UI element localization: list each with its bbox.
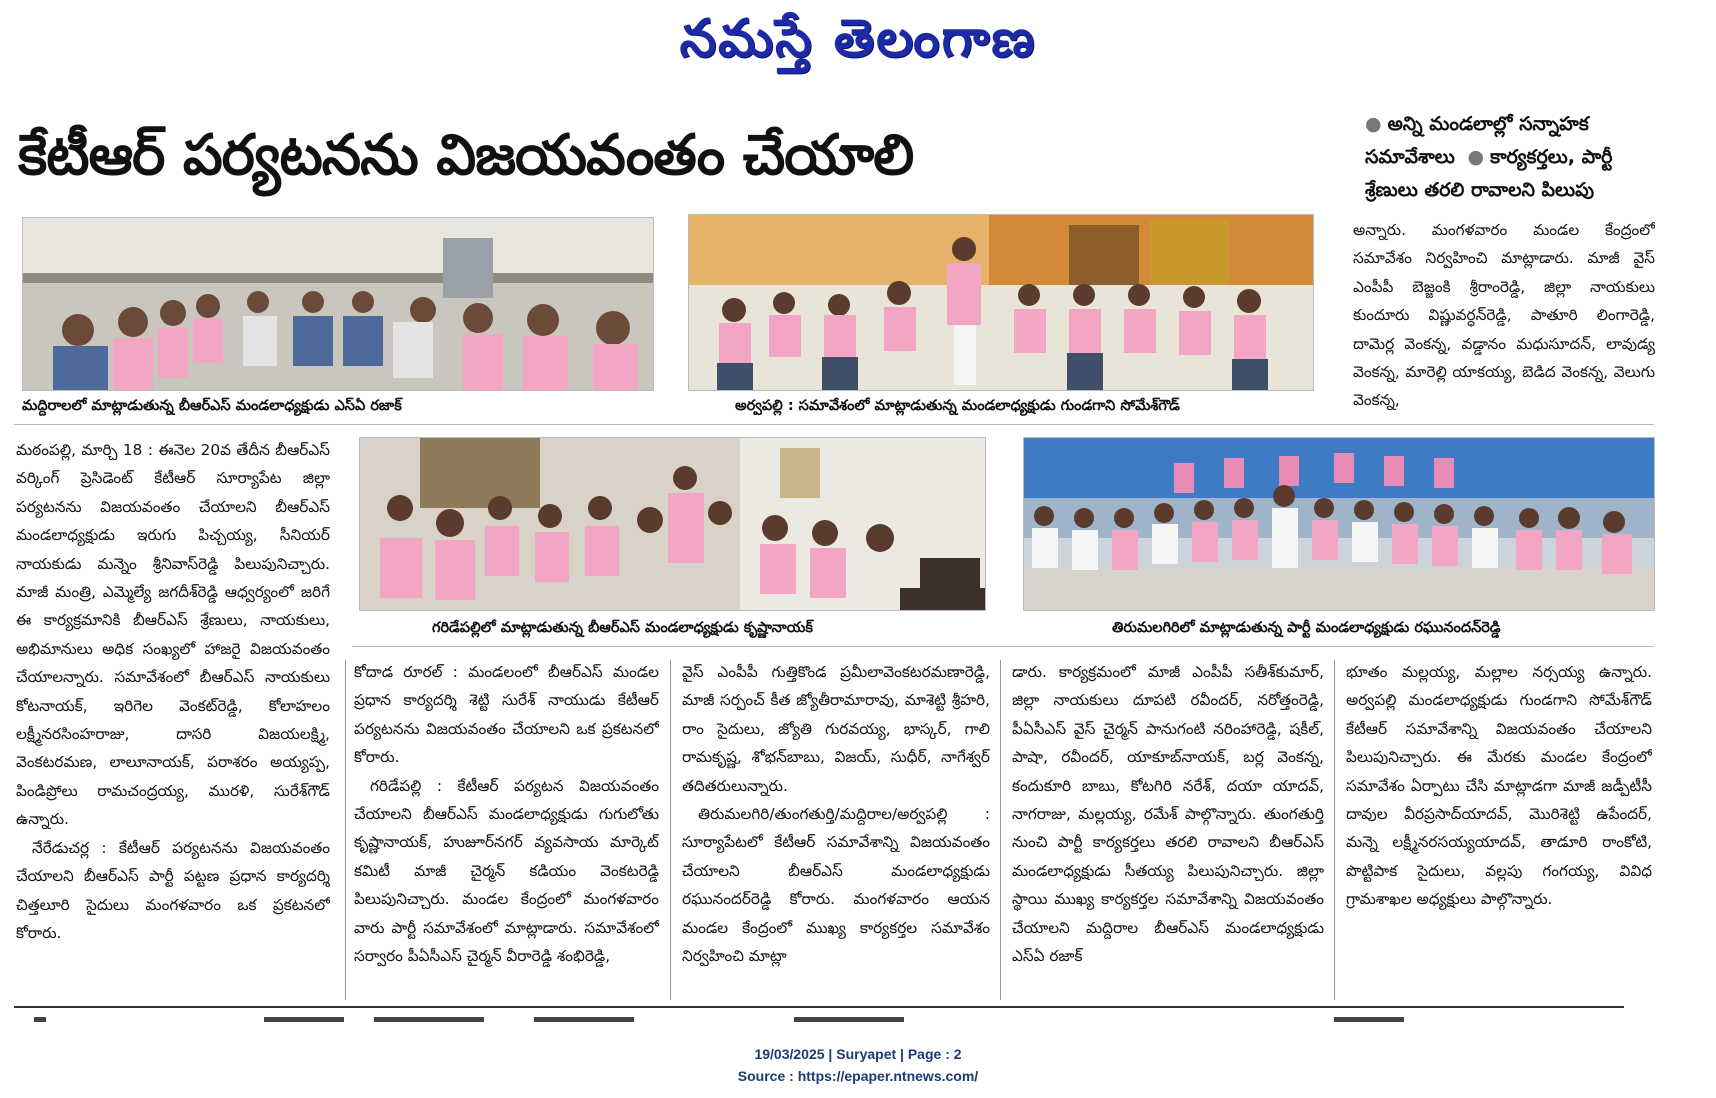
column-divider: [670, 660, 671, 1000]
column-divider: [345, 660, 346, 1000]
cropped-next-article-strip: [14, 1010, 1624, 1022]
photo-caption: తిరుమలగిరిలో మాట్లాడుతున్న పార్టీ మండలాధ్యక్షుడు రఘునందన్‌రెడ్డి: [1112, 620, 1501, 636]
article-paragraph: నేరేడుచర్ల : కేటీఆర్ పర్యటనను విజయవంతం చేయాలని బీఆర్ఎస్ పార్టీ పట్టణ ప్రధాన కార్యదర్శి చిత్తలూరి సైదులు మంగళవారం ఒక ప్రకటనలో కోరారు.: [16, 838, 330, 942]
photo-caption: మద్దిరాలలో మాట్లాడుతున్న బీఆర్ఎస్ మండలాధ్యక్షుడు ఎస్ఏ రజాక్: [22, 398, 402, 414]
article-column-2: [354, 658, 659, 1000]
article-paragraph: భూతం మల్లయ్య, మల్లాల నర్సయ్య ఉన్నారు. అర్వపల్లి మండలాధ్యక్షుడు గుండగాని సోమేశ్‌గౌడ్ కేటీఆర్ సమావేశాన్ని విజయవంతం చేయాలని పిలుపునిచ్చారు. ఈ మేరకు మండల కేంద్రంలో సమావేశం ఏర్పాటు చేసి మాట్లాడగా మాజీ జడ్పీటీసీ దావుల వీరప్రసాద్‌యాదవ్, మొరిశెట్టి ఉపేందర్, మన్నె లక్ష్మీనరసయ్యయాదవ్, తాడూరి రాంకోటి, పొట్టిపాక సైదులు, వల్లపు గంగయ్య, వివిధ గ్రామశాఖల అధ్యక్షులు పాల్గొన్నారు.: [1346, 663, 1652, 909]
photo-thirumalagiri-meeting: [1023, 437, 1655, 611]
article-column-1: [16, 436, 330, 996]
photo-caption: అర్వపల్లి : సమావేశంలో మాట్లాడుతున్న మండలాధ్యక్షుడు గుండగాని సోమేశ్‌గౌడ్: [735, 398, 1180, 414]
section-divider: [352, 646, 1654, 647]
footer-source-link[interactable]: Source : https://epaper.ntnews.com/: [737, 1068, 979, 1084]
photo-garidepally-meeting: [359, 437, 986, 611]
article-headline: కేటీఆర్ పర్యటనను విజయవంతం చేయాలి: [18, 123, 914, 188]
column-divider: [1000, 660, 1001, 1000]
footer-date-edition: 19/03/2025 | Suryapet | Page : 2: [754, 1046, 962, 1062]
article-paragraph: గరిడేపల్లి : కేటీఆర్ పర్యటన విజయవంతం చేయాలని బీఆర్ఎస్ మండలాధ్యక్షుడు గుగులోతు కృష్ణానాయక్, హుజూర్‌నగర్ వ్యవసాయ మార్కెట్ కమిటీ మాజీ చైర్మన్ కడియం వెంకటరెడ్డి పిలుపునిచ్చారు. మండల కేంద్రంలో మంగళవారం వారు పార్టీ సమావేశంలో మాట్లాడారు. సమావేశంలో సర్వారం పీఏసీఎస్ చైర్మన్ వీరారెడ్డి శంభిరెడ్డి,: [354, 776, 659, 966]
page-bottom-rule: [14, 1006, 1624, 1008]
article-paragraph: తిరుమలగిరి/తుంగతుర్తి/మద్దిరాల/అర్వపల్లి : సూర్యాపేటలో కేటీఆర్ సమావేశాన్ని విజయవంతం చేయాలని బీఆర్ఎస్ మండలాధ్యక్షుడు రఘునందర్‌రెడ్డి కోరారు. మంగళవారం ఆయన మండల కేంద్రంలో ముఖ్య కార్యకర్తల సమావేశం నిర్వహించి మాట్లా: [682, 805, 990, 966]
photo-maddirala-meeting: [22, 217, 654, 391]
article-column-4: [1012, 658, 1324, 1000]
article-subhead: [1365, 108, 1665, 207]
article-column-top-right: [1353, 216, 1655, 416]
bullet-icon: ●: [1365, 113, 1382, 135]
photo-caption: గరిడేపల్లిలో మాట్లాడుతున్న బీఆర్ఎస్ మండలాధ్యక్షుడు కృష్ణానాయక్: [432, 620, 813, 636]
subhead-point-2: కార్యకర్తలు, పార్టీ శ్రేణులు తరలి రావాలని పిలుపు: [1365, 146, 1613, 201]
article-paragraph: అన్నారు. మంగళవారం మండల కేంద్రంలో సమావేశం నిర్వహించి మాట్లాడారు. మాజీ వైస్ ఎంపీపీ బెజ్జంకి శ్రీరాంరెడ్డి, జిల్లా నాయకులు కుందూరు విష్ణువర్ధన్‌రెడ్డి, పాతూరి లింగారెడ్డి, దామెర్ల వెంకన్న, వడ్డానం మధుసూదన్, లావుడ్య వెంకన్న, మారెల్లి యాకయ్య, బెడిద వెంకన్న, వెలుగు వెంకన్న,: [1353, 221, 1655, 410]
photo-arvapally-meeting: [688, 214, 1314, 391]
article-paragraph: కోదాడ రూరల్ : మండలంలో బీఆర్ఎస్ మండల ప్రధాన కార్యదర్శి శెట్టి సురేశ్ నాయుడు కేటీఆర్ పర్యటనను విజయవంతం చేయాలని ఒక ప్రకటనలో కోరారు.: [354, 663, 659, 767]
bullet-icon: ●: [1467, 146, 1485, 168]
subhead-point-1: అన్ని మండలాల్లో సన్నాహక సమావేశాలు: [1365, 113, 1589, 168]
section-divider: [14, 424, 1654, 425]
article-paragraph: వైస్ ఎంపీపీ గుత్తికొండ ప్రమీలావెంకటరమణారెడ్డి, మాజీ సర్పంచ్ కీత జ్యోతీరామారావు, మాశెట్టి శ్రీహరి, రాం సైదులు, జ్యోతి గురవయ్య, భాస్కర్, గాలి రామకృష్ణ, శోభన్‌బాబు, విజయ్, సుధీర్, నాగేశ్వర్ తదితరులున్నారు.: [682, 663, 990, 795]
newspaper-masthead: నమస్తే తెలంగాణ: [679, 8, 1037, 69]
column-divider: [1334, 660, 1335, 1000]
article-column-3: [682, 658, 990, 1000]
article-column-5: [1346, 658, 1652, 1000]
article-paragraph: డారు. కార్యక్రమంలో మాజీ ఎంపీపీ సతీశ్‌కుమార్, జిల్లా నాయకులు దూపటి రవీందర్, నరోత్తంరెడ్డి, పీఏసీఎస్ వైస్ చైర్మన్ పానుగంటి నరింహారెడ్డి, షకీల్, పాషా, రవీందర్, యాకూబ్‌నాయక్, బర్ల వెంకన్న, కందుకూరి బాబు, కోటగిరి నరేశ్, దయా యాదవ్, నాగరాజు, మల్లయ్య, రమేశ్ పాల్గొన్నారు. తుంగతుర్తి నుంచి పార్టీ కార్యకర్తలు తరలి రావాలని బీఆర్ఎస్ మండలాధ్యక్షుడు సీతయ్య పిలుపునిచ్చారు. జిల్లా స్థాయి ముఖ్య కార్యకర్తల సమావేశాన్ని విజయవంతం చేయాలని మద్దిరాల బీఆర్ఎస్ మండలాధ్యక్షుడు ఎస్ఏ రజాక్: [1012, 663, 1324, 966]
article-paragraph: మఠంపల్లి, మార్చి 18 : ఈనెల 20వ తేదీన బీఆర్ఎస్ వర్కింగ్ ప్రెసిడెంట్ కేటీఆర్ సూర్యాపేట జిల్లా పర్యటనను విజయవంతం చేయాలని బీఆర్ఎస్ మండలాధ్యక్షుడు ఇరుగు పిచ్చయ్య, సీనియర్ నాయకుడు మన్నెం శ్రీనివాస్‌రెడ్డి పిలుపునిచ్చారు. మాజీ మంత్రి, ఎమ్మెల్యే జగదీశ్‌రెడ్డి ఆధ్వర్యంలో జరిగే ఈ కార్యక్రమానికి బీఆర్ఎస్ శ్రేణులు, నాయకులు, అభిమానులు అధిక సంఖ్యలో హాజరై విజయవంతం చేయాలన్నారు. సమావేశంలో బీఆర్ఎస్ నాయకులు కోటనాయక్, ఇరిగెల వెంకట్‌రెడ్డి, కోలాహలం లక్ష్మీనరసింహరాజు, దాసరి విజయలక్ష్మి, వెంకటరమణ, లాలూనాయక్, పరాశరం అయ్యప్ప, పిండిప్రోలు రామచంద్రయ్య, మురళి, సురేశ్‌గౌడ్ ఉన్నారు.: [16, 441, 330, 829]
